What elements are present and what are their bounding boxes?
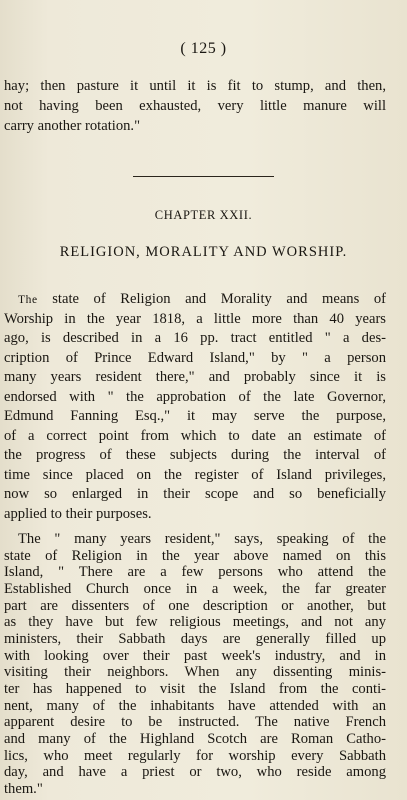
text-line: now so enlarged in their scope and so beneficially xyxy=(4,486,386,503)
text-line: of a correct point from which to date an estimate of xyxy=(4,427,386,444)
lead-line-rest: state of Religion and Morality and means of xyxy=(37,291,386,307)
text-line: them." xyxy=(4,781,43,797)
section-divider-rule xyxy=(133,176,274,177)
text-line: Worship in the year 1818, a little more than 40 years xyxy=(4,310,386,327)
text-line: hay; then pasture it until it is fit to stump, and then, xyxy=(4,78,386,94)
text-line: lics, who meet regularly for worship every Sabbath xyxy=(4,747,386,764)
text-line: visiting their neighbors. When any dissenting minis- xyxy=(4,664,386,681)
text-line: state of Religion in the year above named on this xyxy=(4,547,386,564)
text-line: day, and have a priest or two, who reside among xyxy=(4,764,386,781)
text-line: and many of the Highland Scotch are Roman Catho- xyxy=(4,731,386,747)
text-line: The " many years resident," says, speaking of the xyxy=(18,531,386,547)
text-line: cription of Prince Edward Island," by " a person xyxy=(4,349,386,366)
text-line: many years resident there," and probably since it is xyxy=(4,369,386,386)
text-line: carry another rotation." xyxy=(4,118,141,134)
chapter-title: RELIGION, MORALITY AND WORSHIP. xyxy=(59,244,348,260)
chapter-number: CHAPTER XXII. xyxy=(154,208,253,222)
text-line: apparent desire to be instructed. The native French xyxy=(4,714,386,731)
text-line: Established Church once in a week, the far greater xyxy=(4,581,386,597)
text-line: time since placed on the register of Island privileges, xyxy=(4,466,386,483)
text-line: the progress of these subjects during the interval of xyxy=(4,447,386,464)
text-line: part are dissenters of one description or another, but xyxy=(4,597,386,614)
text-line: ago, is described in a 16 pp. tract entitled " a des- xyxy=(4,330,386,347)
text-line: not having been exhausted, very little manure will xyxy=(4,98,386,114)
text-line: nent, many of the inhabitants have attended with an xyxy=(4,697,386,714)
text-line: endorsed with " the approbation of the late Governor, xyxy=(4,388,386,405)
text-line: Island, " There are a few persons who attend the xyxy=(4,564,386,581)
text-line: as they have but few religious meetings, and not any xyxy=(4,614,386,631)
text-line: ter has happened to visit the Island from the conti- xyxy=(4,681,386,697)
text-line: with looking over their past week's industry, and in xyxy=(4,647,386,664)
text-line: Edmund Fanning Esq.," it may serve the purpose, xyxy=(4,408,386,425)
lead-word: The xyxy=(18,294,38,306)
text-line xyxy=(18,290,386,309)
page-number: ( 125 ) xyxy=(180,40,227,57)
text-line: applied to their purposes. xyxy=(4,506,152,522)
text-line: ministers, their Sabbath days are generally filled up xyxy=(4,631,386,647)
